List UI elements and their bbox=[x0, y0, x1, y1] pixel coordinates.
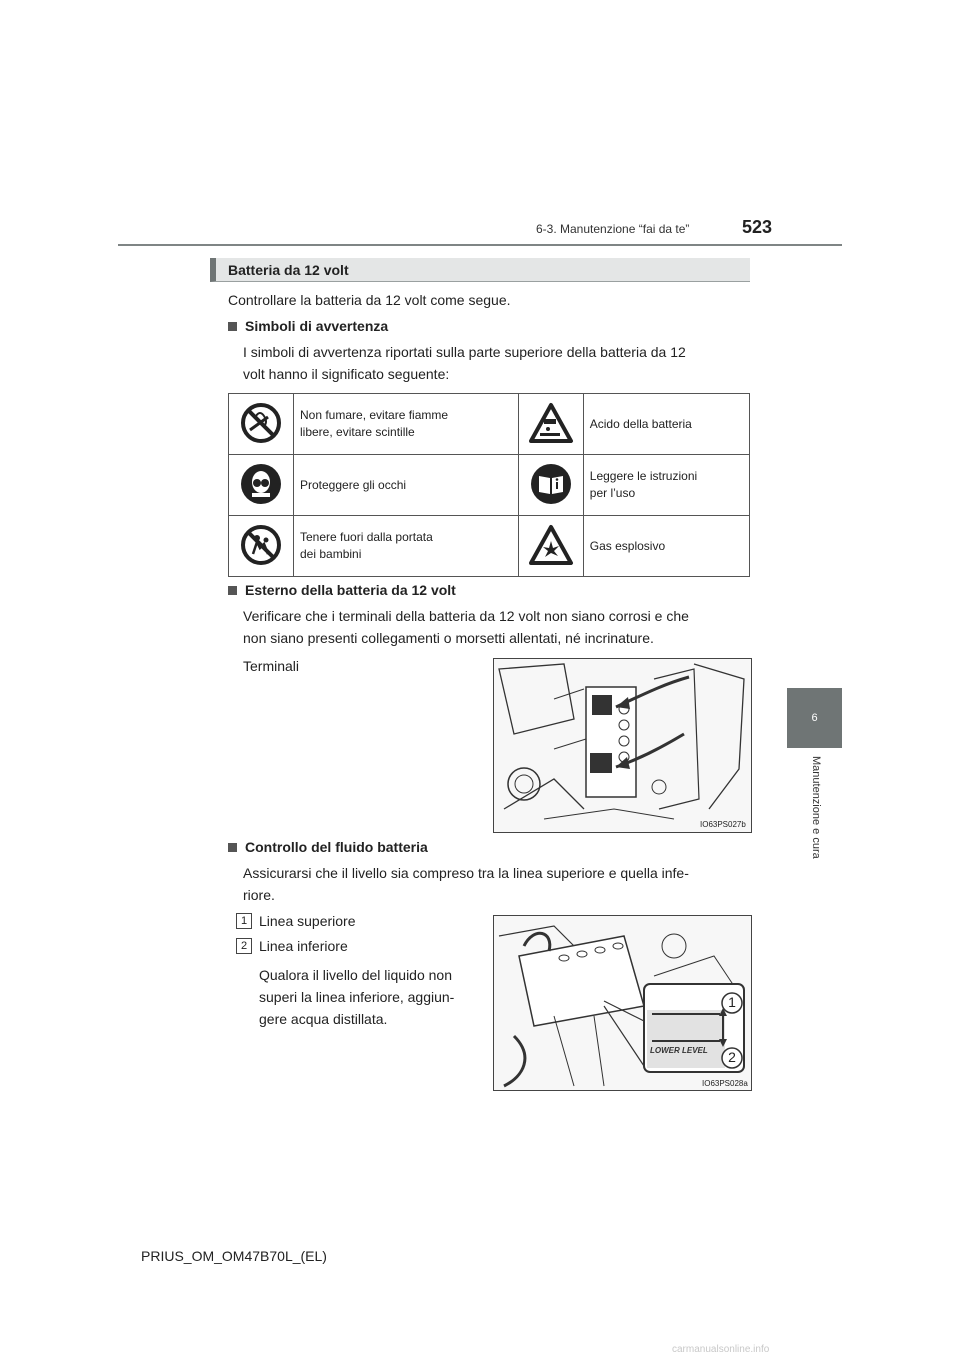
fluid-note-3: gere acqua distillata. bbox=[259, 1011, 388, 1027]
bullet-square-icon bbox=[228, 843, 237, 852]
label-line: Tenere fuori dalla portata bbox=[300, 530, 433, 544]
label-line: dei bambini bbox=[300, 547, 362, 561]
terminals-label: Terminali bbox=[243, 658, 300, 674]
exterior-heading bbox=[228, 582, 456, 598]
table-row bbox=[229, 455, 750, 516]
label-line: Acido della batteria bbox=[589, 416, 692, 431]
exterior-text-1: Verificare che i terminali della batteria da 12 volt non siano corrosi e che bbox=[243, 608, 689, 624]
bullet-square-icon bbox=[228, 322, 237, 331]
lower-line-label: Linea inferiore bbox=[259, 938, 348, 954]
label-line: libere, evitare scintille bbox=[300, 425, 415, 439]
table-row bbox=[229, 516, 750, 577]
label-line: Gas esplosivo bbox=[589, 538, 666, 553]
exterior-text-2: non siano presenti collegamenti o morsetti allentati, né incrinature. bbox=[243, 630, 654, 646]
keep-away-children-icon bbox=[229, 516, 294, 577]
read-manual-icon bbox=[518, 455, 583, 516]
callout-lower: 2 bbox=[728, 1049, 736, 1065]
intro-text: Controllare la batteria da 12 volt come segue. bbox=[228, 292, 511, 308]
warning-symbols-heading-text: Simboli di avvertenza bbox=[245, 318, 389, 334]
header-section-title: 6-3. Manutenzione “fai da te” bbox=[536, 222, 690, 236]
warning-symbols-table bbox=[228, 393, 750, 577]
battery-acid-label bbox=[583, 394, 749, 455]
header-divider bbox=[118, 244, 842, 246]
keep-away-children-label bbox=[294, 516, 519, 577]
no-smoking-label bbox=[294, 394, 519, 455]
explosive-gas-label bbox=[583, 516, 749, 577]
fluid-text-2: riore. bbox=[243, 887, 275, 903]
warning-symbols-description-1: I simboli di avvertenza riportati sulla parte superiore della batteria da 12 bbox=[243, 344, 686, 360]
section-title-bar bbox=[210, 258, 750, 282]
no-smoking-icon bbox=[229, 394, 294, 455]
page-number: 523 bbox=[742, 217, 773, 237]
battery-fluid-illustration bbox=[494, 916, 751, 1090]
chapter-number: 6 bbox=[811, 712, 818, 724]
read-manual-label bbox=[583, 455, 749, 516]
fluid-heading-text: Controllo del fluido batteria bbox=[245, 839, 428, 855]
eye-protection-icon bbox=[229, 455, 294, 516]
bullet-square-icon bbox=[228, 586, 237, 595]
table-row bbox=[229, 394, 750, 455]
item-number-1: 1 bbox=[236, 913, 252, 929]
battery-acid-icon bbox=[518, 394, 583, 455]
fluid-note-1: Qualora il livello del liquido non bbox=[259, 967, 453, 983]
figure-code: IO63PS027b bbox=[700, 820, 746, 829]
exterior-heading-text: Esterno della batteria da 12 volt bbox=[245, 582, 456, 598]
warning-symbols-description-2: volt hanno il significato seguente: bbox=[243, 366, 450, 382]
explosive-gas-icon bbox=[518, 516, 583, 577]
section-title: Batteria da 12 volt bbox=[228, 262, 349, 278]
chapter-label bbox=[806, 756, 826, 880]
eye-protection-label bbox=[294, 455, 519, 516]
label-line: Proteggere gli occhi bbox=[300, 477, 407, 492]
item-number-2: 2 bbox=[236, 938, 252, 954]
battery-fluid-figure bbox=[493, 915, 752, 1091]
fluid-text-1: Assicurarsi che il livello sia compreso tra la linea superiore e quella infe- bbox=[243, 865, 689, 881]
lower-level-text: LOWER LEVEL bbox=[650, 1046, 708, 1055]
callout-upper: 1 bbox=[728, 994, 736, 1010]
upper-line-label: Linea superiore bbox=[259, 913, 356, 929]
battery-terminals-figure bbox=[493, 658, 752, 833]
label-line: Non fumare, evitare fiamme bbox=[300, 408, 449, 422]
label-line: Leggere le istruzioni bbox=[589, 469, 698, 483]
label-line: per l’uso bbox=[589, 486, 636, 500]
warning-symbols-heading bbox=[228, 318, 388, 334]
chapter-label-text: Manutenzione e cura bbox=[810, 756, 822, 859]
figure-code: IO63PS028a bbox=[702, 1079, 748, 1088]
chapter-tab bbox=[787, 688, 842, 748]
battery-terminals-illustration bbox=[494, 659, 751, 832]
watermark: carmanualsonline.info bbox=[672, 1344, 770, 1355]
document-code: PRIUS_OM_OM47B70L_(EL) bbox=[141, 1248, 327, 1264]
fluid-heading bbox=[228, 839, 428, 855]
fluid-note-2: superi la linea inferiore, aggiun- bbox=[259, 989, 455, 1005]
